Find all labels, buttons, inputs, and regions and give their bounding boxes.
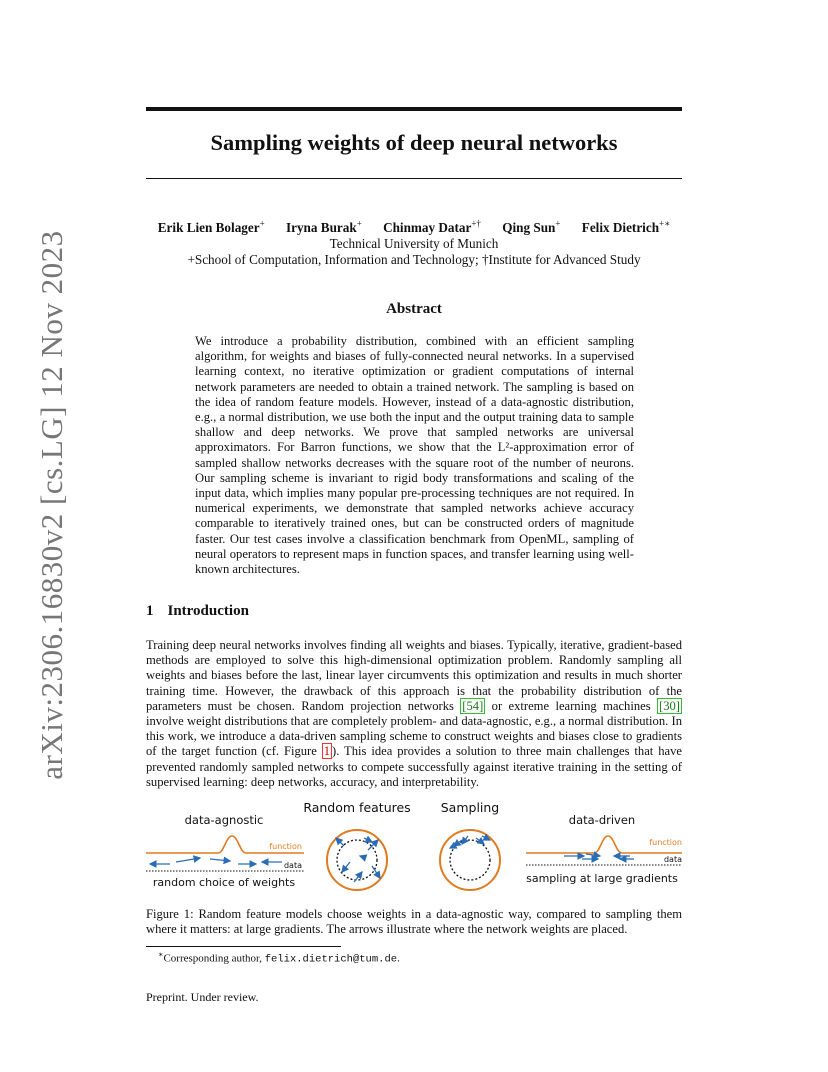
title-bottom-rule [146,178,682,179]
author: Qing Sun+ [502,219,561,236]
author: Erik Lien Bolager+ [157,219,265,236]
abstract-heading: Abstract [386,301,442,317]
weight-arrow [342,862,350,872]
figure-illustration [146,798,682,900]
section-heading [146,603,249,620]
preprint-note: Preprint. Under review. [146,990,259,1004]
paper-title: Sampling weights of deep neural networks [210,130,618,155]
data-label: data [663,855,682,864]
data-label: data [283,861,302,870]
citation-link[interactable]: [30] [659,698,680,713]
author-list [146,216,682,236]
weight-arrow [462,836,468,844]
function-label: function [649,838,682,847]
weight-arrow [360,856,366,858]
section-number: 1 [146,603,154,619]
weight-arrow [176,858,200,862]
figure-1 [146,798,682,900]
author-email[interactable]: felix.dietrich@tum.de [264,953,398,966]
random-features-inner-circle [337,840,377,880]
random-features-title: Random features [303,800,411,815]
right-panel-caption: sampling at large gradients [526,872,678,885]
random-features-outer-circle [327,830,387,890]
weight-arrow [586,854,600,856]
figure-link[interactable]: 1 [323,744,331,759]
footnote-rule [146,946,341,947]
author-block [146,216,682,268]
section-title: Introduction [167,603,249,619]
sampling-title: Sampling [440,800,500,815]
institution: Technical University of Munich [329,236,499,252]
sampling-outer-circle [440,830,500,890]
abstract-text: We introduce a probability distribution, combined with an efficient sampling algorithm, for weights and biases of fully-connected neural networks. In a supervised learning context, no iterative optimization or gradient computations of internal network parameters are needed to obtain a trained network. The sampling is based on the idea of random feature models. However, instead of a data-agnostic distribution, e.g., a normal distribution, we use both the input and the output training data to sample shallow and deep networks. We prove that sampled networks are universal approximators. For Barron functions, we show that the L²-approximation error of sampled shallow networks decreases with the square root of the number of neurons. Our sampling scheme is invariant to rigid body transformations and scaling of the input data, which implies many popular pre-processing techniques are not required. In numerical experiments, we demonstrate that sampled networks achieve accuracy comparable to iteratively trained ones, but can be constructed orders of magnitude faster. Our test cases involve a classification benchmark from OpenML, sampling of neural operators to represent maps in function spaces, and transfer learning using well-known architectures. [195,334,634,577]
right-panel-title: data-driven [568,813,636,827]
left-panel-title: data-agnostic [184,813,264,827]
citation-link[interactable]: [54] [462,698,484,713]
intro-paragraph: Training deep neural networks involves finding all weights and biases. Typically, iterative, gradient-based methods are employed to solve this high-dimensional optimization problem. Randomly sampling all weights and biases before the last, linear layer circumvents this optimization and results in much shorter training time. However, the drawback of this approach is that the probability distribution of the parameters must be chosen. Random projection networks [54] or extreme learning machines [30] involve weight distributions that are completely problem- and data-agnostic, e.g., a normal distribution. In this work, we introduce a data-driven sampling scheme to construct weights and biases close to gradients of the target function (cf. Figure 1 ). This idea provides a solution to three main challenges that have prevented randomly sampled networks to compete successfully against iterative training in the setting of supervised learning: deep networks, accuracy, and interpretability. [146,638,682,789]
sampling-inner-circle [450,840,490,880]
author: Felix Dietrich+∗ [581,219,671,236]
weight-arrow [336,838,344,846]
weight-arrow [450,844,458,848]
function-label: function [269,842,302,851]
footnote: ∗Corresponding author, felix.dietrich@tum.de. [158,950,400,966]
weight-arrow [354,872,362,882]
figure-caption: Figure 1: Random feature models choose weights in a data-agnostic way, compared to sampling them where it matters: at large gradients. The arrows illustrate where the network weights are placed. [146,907,682,937]
author: Iryna Burak+ [285,219,362,236]
title-top-rule [146,107,682,111]
arxiv-identifier: arXiv:2306.16830v2 [cs.LG] 12 Nov 2023 [34,230,69,780]
author: Chinmay Datar+† [383,219,481,236]
weight-arrow [210,859,230,861]
left-panel-caption: random choice of weights [152,876,296,889]
affiliations: +School of Computation, Information and Technology; †Institute for Advanced Study [187,252,641,268]
